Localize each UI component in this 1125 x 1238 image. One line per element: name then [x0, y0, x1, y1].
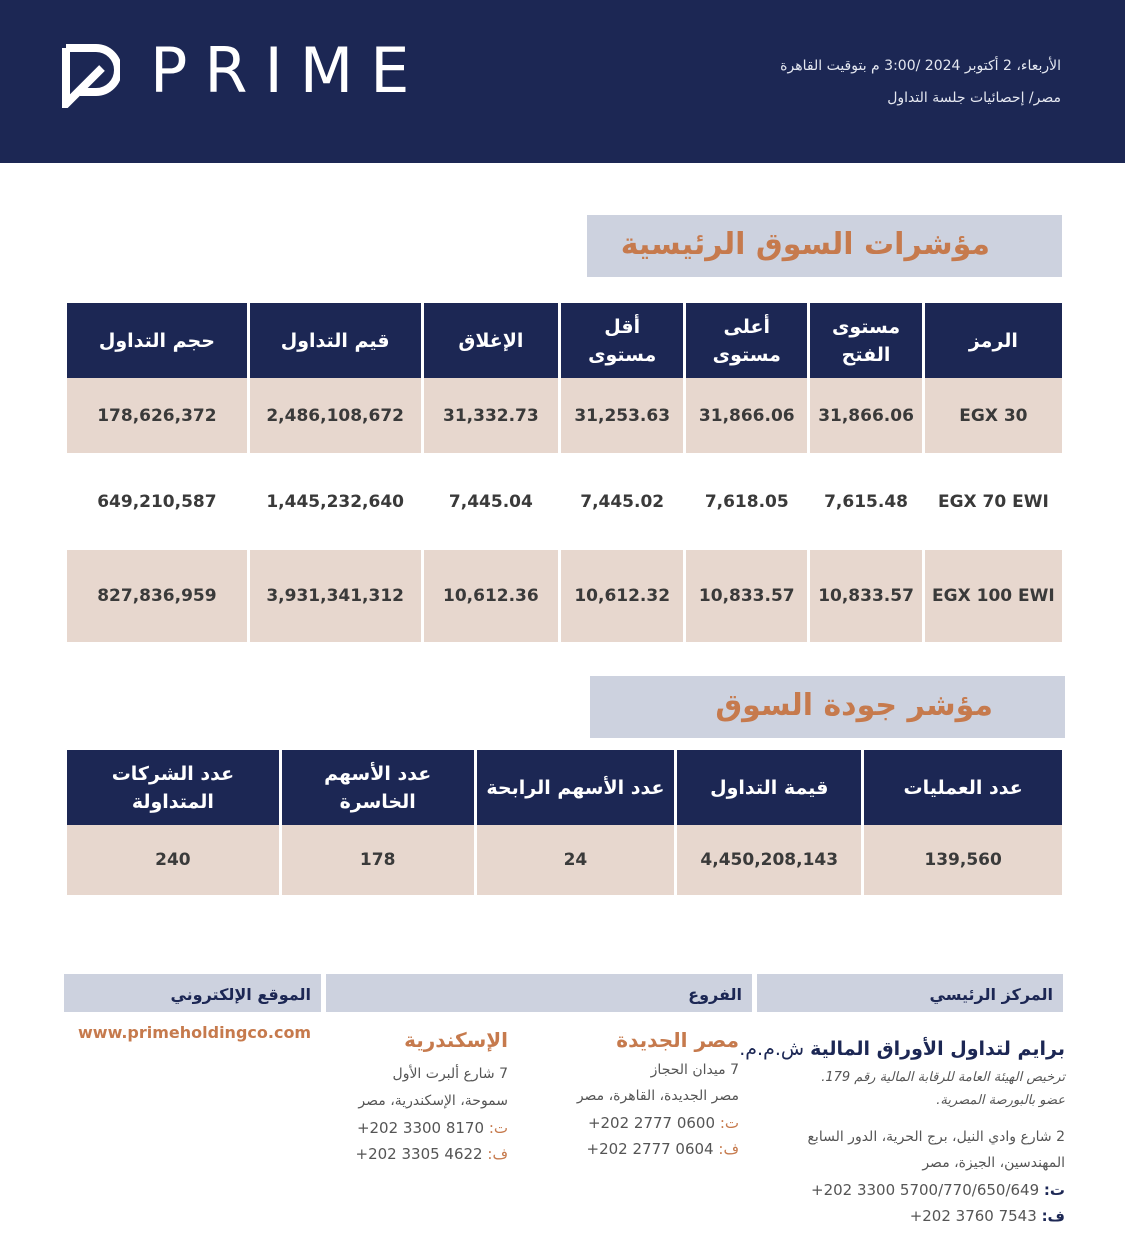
alexandria-tel: [357, 1119, 508, 1137]
col-low: أقل مستوى: [561, 303, 683, 378]
alexandria-address-line2: سموحة، الإسكندرية، مصر: [358, 1093, 508, 1109]
header-bar: [0, 0, 1125, 163]
cell-volume: 649,210,587: [97, 491, 217, 512]
col-high: أعلى مستوى: [686, 303, 807, 378]
cell-open: 10,833.57: [810, 550, 921, 642]
col-transactions: عدد العمليات: [864, 750, 1062, 825]
heliopolis-address-line2: مصر الجديدة، القاهرة، مصر: [576, 1088, 739, 1104]
hq-fax-label: ف:: [1041, 1207, 1065, 1225]
quality-table: [64, 750, 1065, 895]
col-losers: عدد الأسهم الخاسرة: [282, 750, 474, 825]
hq-tel-value: +202 3300 5700/770/650/649: [811, 1181, 1040, 1199]
table-row: [67, 825, 1062, 895]
col-gainers: عدد الأسهم الرابحة: [477, 750, 675, 825]
hq-license: ترخيص الهيئة العامة للرقابة المالية رقم 179.: [821, 1070, 1065, 1085]
alexandria-address-line1: 7 شارع ألبرت الأول: [392, 1066, 508, 1082]
hq-address-line2: المهندسين، الجيزة، مصر: [922, 1155, 1065, 1171]
hq-fax: [910, 1207, 1065, 1225]
cell-value: 1,445,232,640: [266, 491, 405, 512]
table-row: [67, 378, 1062, 453]
branches-label: الفروع: [326, 974, 752, 1012]
cell-close: 10,612.36: [424, 550, 559, 642]
heliopolis-address-line1: 7 ميدان الحجاز: [650, 1062, 739, 1078]
alexandria-fax-value: +202 3305 4622: [355, 1145, 483, 1163]
indices-header-row: [67, 303, 1062, 378]
cell-transactions: 139,560: [864, 825, 1062, 895]
hq-company-suffix: ش.م.م.: [739, 1038, 805, 1060]
alexandria-tel-value: +202 3300 8170: [356, 1119, 485, 1137]
cell-volume: 827,836,959: [67, 550, 247, 642]
col-value: قيم التداول: [250, 303, 421, 378]
heliopolis-city: مصر الجديدة: [616, 1028, 739, 1052]
cell-trading-value: 4,450,208,143: [677, 825, 861, 895]
cell-symbol: EGX 100 EWI: [925, 550, 1062, 642]
col-close: الإغلاق: [424, 303, 559, 378]
cell-high: 7,618.05: [704, 491, 789, 512]
indices-table: [64, 303, 1065, 642]
report-subtitle: مصر/ إحصائيات جلسة التداول: [887, 90, 1061, 106]
cell-losers: 178: [282, 825, 474, 895]
website-link[interactable]: www.primeholdingco.com: [78, 1023, 312, 1042]
hq-fax-value: +202 3760 7543: [909, 1207, 1037, 1225]
quality-title: مؤشر جودة السوق: [590, 676, 1065, 738]
heliopolis-tel-value: +202 2777 0600: [587, 1114, 716, 1132]
cell-close: 7,445.04: [448, 491, 533, 512]
alexandria-city: الإسكندرية: [404, 1028, 508, 1052]
col-traded-companies: عدد الشركات المتداولة: [67, 750, 279, 825]
brand-name: PRIME: [150, 34, 427, 107]
cell-symbol: EGX 30: [925, 378, 1062, 453]
indices-title: مؤشرات السوق الرئيسية: [587, 215, 1062, 277]
cell-open: 7,615.48: [824, 491, 908, 512]
cell-close: 31,332.73: [424, 378, 559, 453]
hq-member: عضو بالبورصة المصرية.: [936, 1093, 1065, 1108]
report-datetime: الأربعاء، 2 أكتوبر 2024 /3:00 م بتوقيت القاهرة: [780, 58, 1061, 74]
table-row: [67, 453, 1062, 550]
heliopolis-fax: [587, 1140, 739, 1158]
hq-tel-label: ت:: [1043, 1181, 1065, 1199]
prime-logo-icon: [62, 44, 120, 108]
cell-low: 31,253.63: [561, 378, 683, 453]
cell-low: 7,445.02: [580, 491, 665, 512]
cell-open: 31,866.06: [810, 378, 921, 453]
alexandria-fax-label: ف:: [487, 1145, 508, 1163]
heliopolis-tel-label: ت:: [719, 1114, 739, 1132]
heliopolis-tel: [588, 1114, 739, 1132]
hq-company-name: برايم لتداول الأوراق المالية: [810, 1038, 1065, 1060]
col-volume: حجم التداول: [67, 303, 247, 378]
alexandria-fax: [356, 1145, 508, 1163]
website-label: الموقع الإلكتروني: [64, 974, 321, 1012]
cell-traded-companies: 240: [67, 825, 279, 895]
cell-gainers: 24: [477, 825, 675, 895]
col-open: مستوى الفتح: [810, 303, 921, 378]
col-symbol: الرمز: [925, 303, 1062, 378]
col-trading-value: قيمة التداول: [677, 750, 861, 825]
hq-company: [739, 1038, 1065, 1060]
cell-symbol: EGX 70 EWI: [937, 491, 1049, 512]
cell-high: 31,866.06: [686, 378, 807, 453]
heliopolis-fax-label: ف:: [718, 1140, 739, 1158]
cell-volume: 178,626,372: [67, 378, 247, 453]
cell-high: 10,833.57: [686, 550, 807, 642]
alexandria-tel-label: ت:: [488, 1119, 508, 1137]
quality-header-row: [67, 750, 1062, 825]
hq-label: المركز الرئيسي: [757, 974, 1063, 1012]
hq-address-line1: 2 شارع وادي النيل، برج الحرية، الدور السابع: [807, 1129, 1065, 1145]
table-row: [67, 550, 1062, 642]
hq-tel: [811, 1181, 1065, 1199]
cell-low: 10,612.32: [561, 550, 683, 642]
cell-value: 2,486,108,672: [250, 378, 421, 453]
heliopolis-fax-value: +202 2777 0604: [586, 1140, 714, 1158]
cell-value: 3,931,341,312: [250, 550, 421, 642]
